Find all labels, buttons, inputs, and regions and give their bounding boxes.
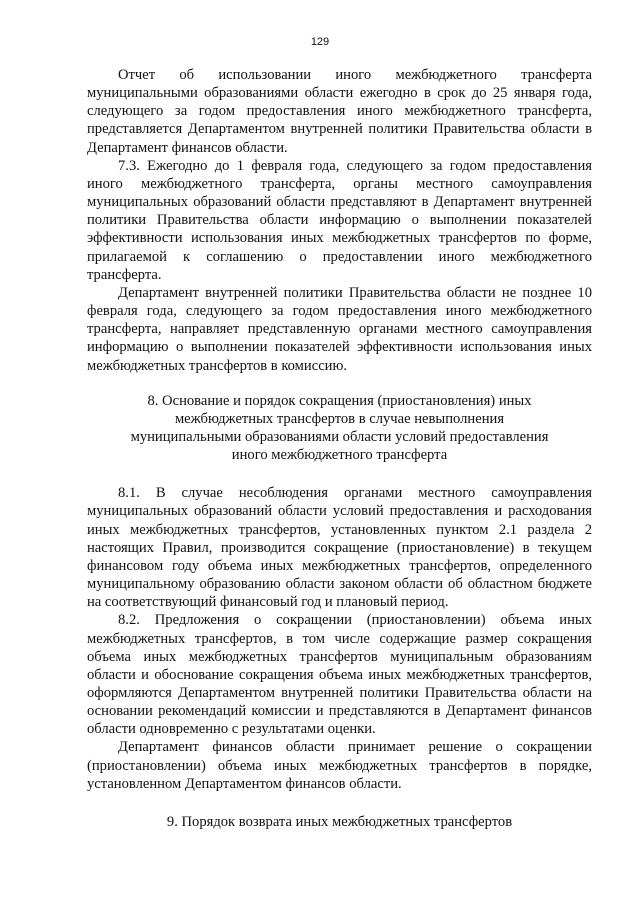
paragraph-report-deadline: Отчет об использовании иного межбюджетного трансферта муниципальными образованиями области ежегодно в срок до 25 января года, следующего за годом предоставления иного межбюджетного трансферта, представляется Департаментом внутренней политики Правительства области в Департамент финансов области. [87, 67, 592, 156]
paragraph-8-1: 8.1. В случае несоблюдения органами местного самоуправления муниципальных образований области условий предоставления и расходования иных межбюджетных трансфертов, установленных пунктом 2.1 раздела 2 настоящих Правил, производится сокращение (приостановление) в текущем финансовом году объема иных межбюджетных трансфертов, определенного муниципальному образованию области законом области об областном бюджете на соответствующий финансовый год и плановый период. [87, 485, 592, 611]
paragraph-7-3: 7.3. Ежегодно до 1 февраля года, следующего за годом предоставления иного межбюджетного трансферта, органы местного самоуправления муниципальных образований области представляют в Департамент внутренней политики Правительства области информацию о выполнении показателей эффективности использования иных межбюджетных трансфертов по форме, прилагаемой к соглашению о предоставлении иного межбюджетного трансферта. [87, 157, 592, 283]
paragraph-8-2: 8.2. Предложения о сокращении (приостановлении) объема иных межбюджетных трансфертов, в том числе содержащие размер сокращения объема иных межбюджетных трансфертов муниципальным образованиям области и обоснование сокращения объема иных межбюджетных трансфертов, оформляются Департаментом внутренней политики Правительства области на основании рекомендаций комиссии и представляются в Департамент финансов области одновременно с результатами оценки. [87, 612, 592, 738]
section-8-heading: 8. Основание и порядок сокращения (приостановления) иных межбюджетных трансфертов в случае невыполнения муниципальными образованиями области условий предоставления иного межбюджетного трансферта [130, 392, 549, 464]
paragraph-finance-decision: Департамент финансов области принимает решение о сокращении (приостановлении) объема иных межбюджетных трансфертов в порядке, установленном Департаментом финансов области. [87, 739, 592, 792]
document-body [87, 66, 592, 831]
paragraph-department-info: Департамент внутренней политики Правительства области не позднее 10 февраля года, следующего за годом предоставления иного межбюджетного трансферта, направляет представленную органами местного самоуправления информацию о выполнении показателей эффективности использования иных межбюджетных трансфертов в комиссию. [87, 284, 592, 374]
page-number: 129 [310, 36, 330, 48]
section-9-heading: 9. Порядок возврата иных межбюджетных трансфертов [166, 813, 513, 830]
